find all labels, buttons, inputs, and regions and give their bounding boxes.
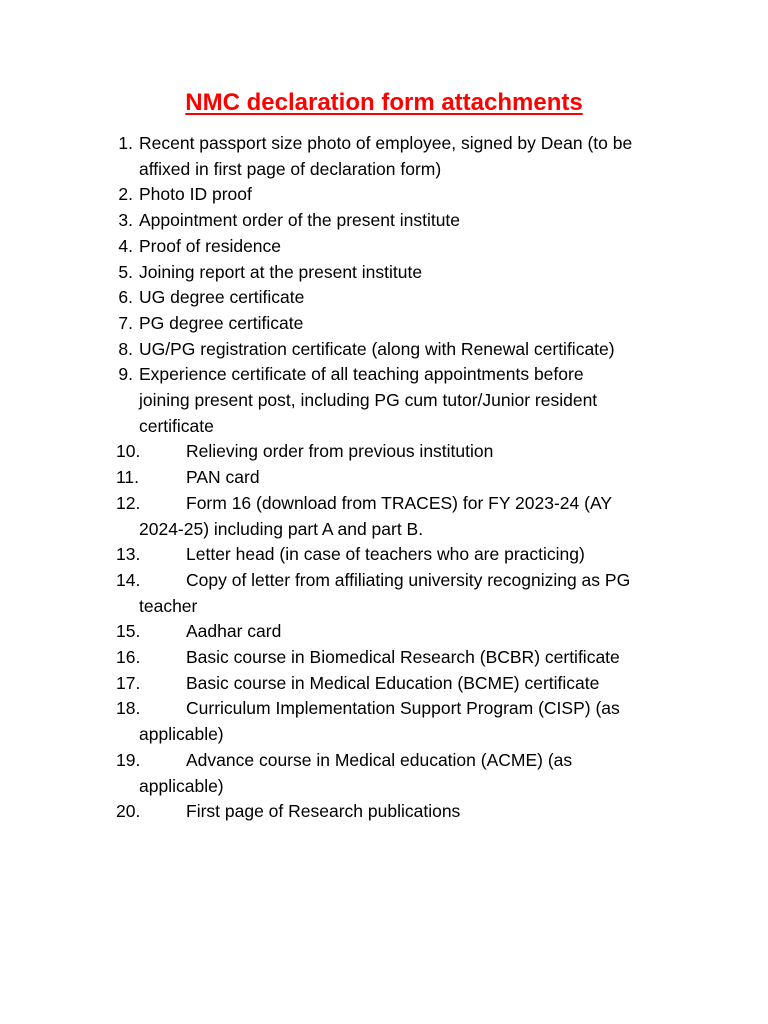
list-item	[0, 696, 768, 747]
list-item-text: First page of Research publications	[186, 801, 461, 822]
list-item-text: Curriculum Implementation Support Program (CISP) (as	[186, 698, 620, 719]
list-item-text: UG degree certificate	[139, 287, 305, 308]
list-item	[0, 311, 768, 337]
list-item	[0, 337, 768, 363]
list-item-text: 2024-25) including part A and part B.	[139, 518, 424, 539]
list-item	[0, 748, 768, 799]
page-title: NMC declaration form attachments	[185, 89, 583, 116]
list-item-text: UG/PG registration certificate (along with Renewal certificate)	[139, 338, 615, 359]
list-item-number: 19.	[116, 749, 141, 770]
list-item-text: PG degree certificate	[139, 312, 304, 333]
list-item-number: 10.	[116, 441, 141, 462]
list-item	[0, 260, 768, 286]
list-item-number: 5.	[118, 261, 133, 282]
list-item-text: Letter head (in case of teachers who are practicing)	[186, 544, 585, 565]
list-item-number: 7.	[118, 312, 133, 333]
list-item	[0, 671, 768, 697]
list-item-text: teacher	[139, 595, 198, 616]
list-item-text: Basic course in Biomedical Research (BCBR) certificate	[186, 647, 620, 668]
list-item-number: 6.	[118, 287, 133, 308]
list-item-number: 13.	[116, 544, 141, 565]
list-item	[0, 131, 768, 182]
list-item	[0, 465, 768, 491]
list-item-text: Copy of letter from affiliating university recognizing as PG	[186, 569, 631, 590]
list-item-number: 16.	[116, 647, 141, 668]
list-item-number: 20.	[116, 801, 141, 822]
list-item	[0, 799, 768, 825]
list-item-text: applicable)	[139, 724, 224, 745]
list-item	[0, 182, 768, 208]
list-item	[0, 645, 768, 671]
list-item-number: 4.	[118, 235, 133, 256]
attachment-list	[0, 131, 768, 825]
list-item-text: affixed in first page of declaration form)	[139, 158, 442, 179]
list-item-text: Photo ID proof	[139, 184, 252, 205]
list-item	[0, 619, 768, 645]
list-item	[0, 234, 768, 260]
list-item-number: 12.	[116, 492, 141, 513]
list-item-text: PAN card	[186, 467, 260, 488]
list-item-number: 8.	[118, 338, 133, 359]
list-item-text: joining present post, including PG cum tutor/Junior resident	[139, 390, 598, 411]
list-item-text: Basic course in Medical Education (BCME) certificate	[186, 672, 600, 693]
list-item-number: 2.	[118, 184, 133, 205]
list-item-text: Aadhar card	[186, 621, 282, 642]
list-item-text: applicable)	[139, 775, 224, 796]
list-item-number: 9.	[118, 364, 133, 385]
list-item-text: Advance course in Medical education (ACME) (as	[186, 749, 573, 770]
list-item	[0, 568, 768, 619]
list-item	[0, 285, 768, 311]
list-item-text: Appointment order of the present institute	[139, 210, 461, 231]
list-item-text: Experience certificate of all teaching appointments before	[139, 364, 584, 385]
list-item-number: 3.	[118, 210, 133, 231]
list-item-text: certificate	[139, 415, 214, 436]
list-item-text: Joining report at the present institute	[139, 261, 423, 282]
list-item	[0, 362, 768, 439]
list-item-text: Form 16 (download from TRACES) for FY 2023-24 (AY	[186, 492, 612, 513]
list-item	[0, 208, 768, 234]
list-item-number: 18.	[116, 698, 141, 719]
list-item-number: 14.	[116, 569, 141, 590]
list-item-text: Proof of residence	[139, 235, 282, 256]
list-item	[0, 542, 768, 568]
list-item-number: 1.	[118, 133, 133, 153]
list-item	[0, 491, 768, 542]
list-item	[0, 439, 768, 465]
list-item-number: 11.	[116, 467, 140, 488]
list-item-text: Recent passport size photo of employee, signed by Dean (to be	[139, 133, 633, 153]
list-item-number: 17.	[116, 672, 141, 693]
list-item-number: 15.	[116, 621, 141, 642]
list-item-text: Relieving order from previous institution	[186, 441, 494, 462]
